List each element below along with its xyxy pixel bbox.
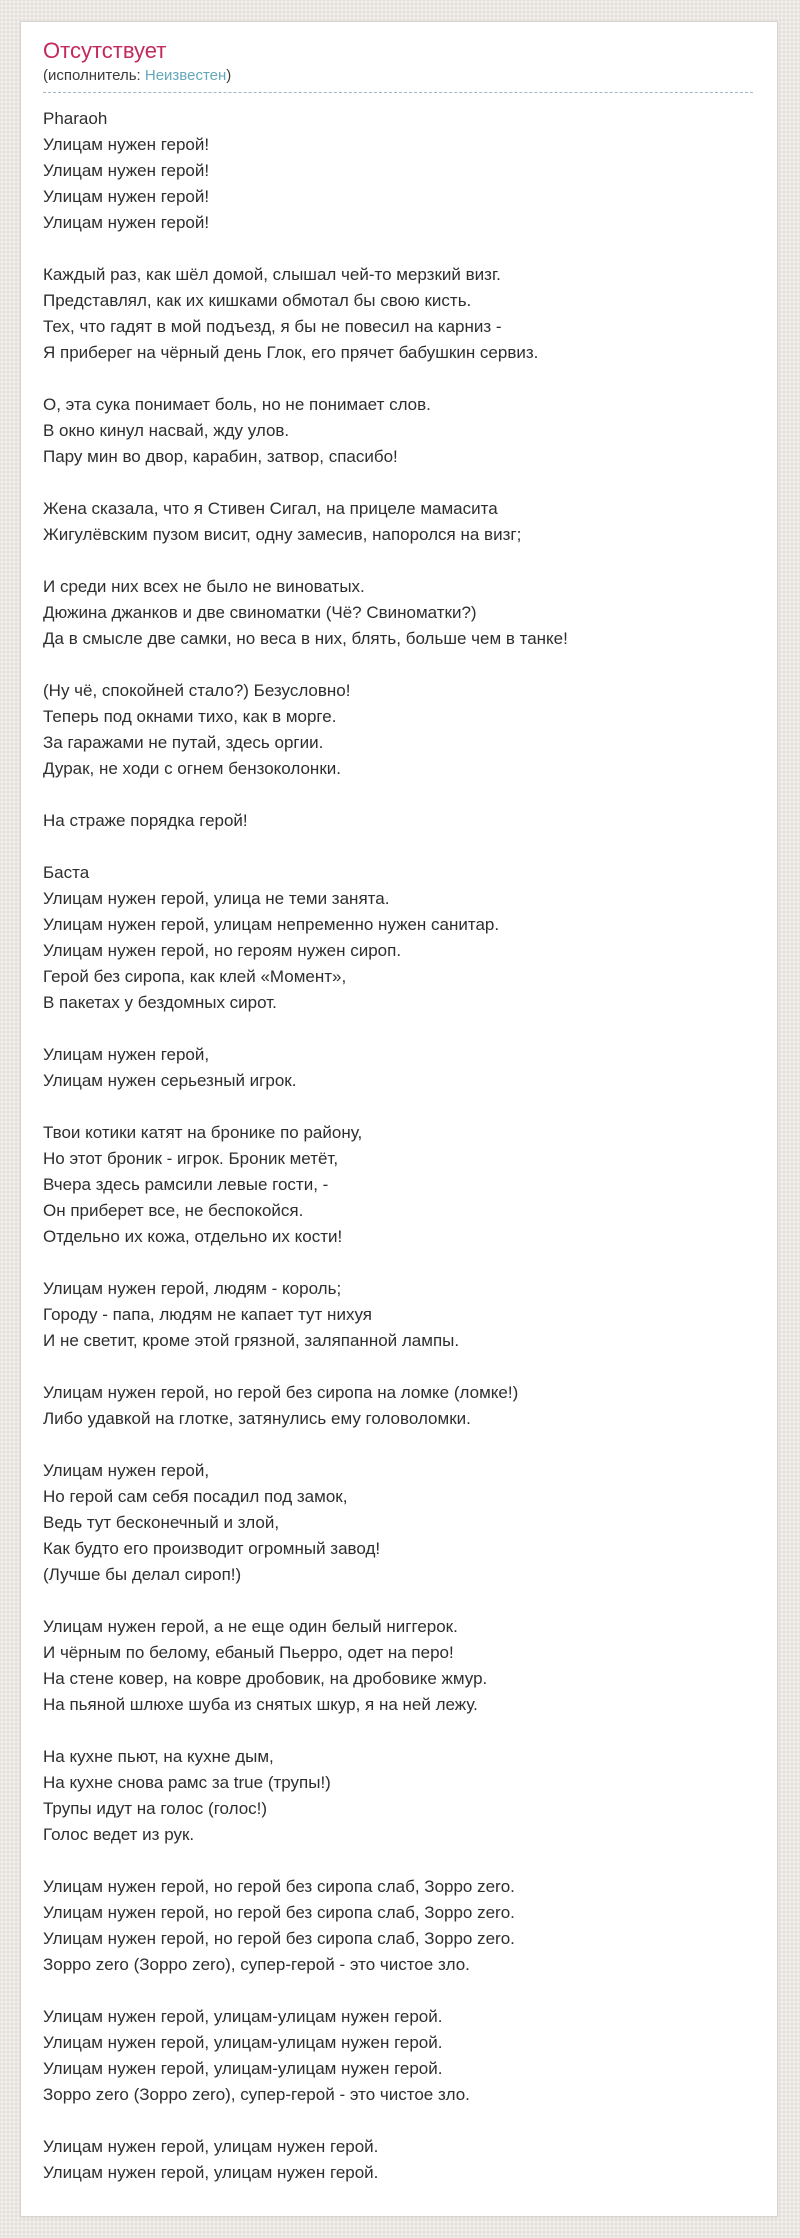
- song-title-link[interactable]: Отсутствует: [43, 38, 167, 63]
- lyrics-line: Улицам нужен герой, улица не теми занята.: [43, 889, 390, 908]
- lyrics-line: Зорро zero (Зорро zero), супер-герой - это чистое зло.: [43, 2085, 470, 2104]
- lyrics-line: На стене ковер, на ковре дробовик, на дробовике жмур.: [43, 1669, 488, 1688]
- lyrics-line: О, эта сука понимает боль, но не понимает слов.: [43, 395, 431, 414]
- lyrics-stanza: [43, 1042, 753, 1094]
- lyrics-line: Как будто его производит огромный завод!: [43, 1539, 381, 1558]
- lyrics-stanza: [43, 808, 753, 834]
- lyrics-stanza: [43, 2004, 753, 2108]
- lyrics-line: Герой без сиропа, как клей «Момент»,: [43, 967, 347, 986]
- lyrics-line: Дурак, не ходи с огнем бензоколонки.: [43, 759, 341, 778]
- lyrics-stanza: [43, 574, 753, 652]
- lyrics-line: На кухне пьют, на кухне дым,: [43, 1747, 274, 1766]
- lyrics-line: Тех, что гадят в мой подъезд, я бы не повесил на карниз -: [43, 317, 502, 336]
- lyrics-stanza: [43, 1744, 753, 1848]
- artist-suffix: ): [226, 67, 232, 84]
- lyrics-line: Но герой сам себя посадил под замок,: [43, 1487, 348, 1506]
- lyrics-line: Зорро zero (Зорро zero), супер-герой - это чистое зло.: [43, 1955, 470, 1974]
- song-header: [43, 37, 753, 93]
- lyrics-line: В окно кинул насвай, жду улов.: [43, 421, 290, 440]
- lyrics-line: И среди них всех не было не виноватых.: [43, 577, 365, 596]
- lyrics-line: Он приберет все, не беспокойся.: [43, 1201, 304, 1220]
- lyrics-line: Дюжина джанков и две свиноматки (Чё? Свиноматки?): [43, 603, 477, 622]
- lyrics-stanza: [43, 1276, 753, 1354]
- lyrics-line: Улицам нужен герой, но герой без сиропа слаб, Зорро zero.: [43, 1929, 515, 1948]
- lyrics-line: Улицам нужен герой,: [43, 1045, 210, 1064]
- lyrics-line: На страже порядка герой!: [43, 811, 248, 830]
- artist-link[interactable]: Неизвестен: [144, 67, 227, 84]
- lyrics-stanza: [43, 678, 753, 782]
- lyrics-stanza: [43, 1614, 753, 1718]
- lyrics-line: Вчера здесь рамсили левые гости, -: [43, 1175, 329, 1194]
- lyrics-line: Представлял, как их кишками обмотал бы свою кисть.: [43, 291, 472, 310]
- lyrics-stanza: [43, 1120, 753, 1250]
- lyrics-line: Улицам нужен герой, улицам-улицам нужен герой.: [43, 2059, 443, 2078]
- lyrics-line: Улицам нужен герой!: [43, 213, 210, 232]
- lyrics-line: (Ну чё, спокойней стало?) Безусловно!: [43, 681, 351, 700]
- lyrics-line: Улицам нужен герой!: [43, 161, 210, 180]
- lyrics-line: И не светит, кроме этой грязной, заляпанной лампы.: [43, 1331, 460, 1350]
- lyrics-line: Улицам нужен герой, но героям нужен сироп.: [43, 941, 402, 960]
- lyrics-stanza: [43, 262, 753, 366]
- lyrics-line: Улицам нужен герой, а не еще один белый ниггерок.: [43, 1617, 458, 1636]
- lyrics-line: Но этот броник - игрок. Броник метёт,: [43, 1149, 339, 1168]
- lyrics-line: Городу - папа, людям не капает тут нихуя: [43, 1305, 372, 1324]
- lyrics-card: [20, 21, 778, 2217]
- lyrics-line: Трупы идут на голос (голос!): [43, 1799, 268, 1818]
- lyrics-stanza: [43, 860, 753, 1016]
- lyrics-stanza: [43, 1458, 753, 1588]
- lyrics-line: (Лучше бы делал сироп!): [43, 1565, 242, 1584]
- lyrics-line: Pharaoh: [43, 109, 108, 128]
- lyrics-line: В пакетах у бездомных сирот.: [43, 993, 277, 1012]
- lyrics-line: Да в смысле две самки, но веса в них, блять, больше чем в танке!: [43, 629, 568, 648]
- lyrics-line: Улицам нужен герой, улицам-улицам нужен герой.: [43, 2033, 443, 2052]
- lyrics-line: Улицам нужен герой, улицам непременно нужен санитар.: [43, 915, 500, 934]
- lyrics-line: Улицам нужен серьезный игрок.: [43, 1071, 297, 1090]
- lyrics-line: На пьяной шлюхе шуба из снятых шкур, я на ней лежу.: [43, 1695, 478, 1714]
- lyrics: [43, 106, 753, 2186]
- lyrics-stanza: [43, 2134, 753, 2186]
- lyrics-line: Улицам нужен герой, улицам нужен герой.: [43, 2163, 379, 2182]
- lyrics-line: Баста: [43, 863, 90, 882]
- lyrics-line: Твои котики катят на бронике по району,: [43, 1123, 363, 1142]
- lyrics-line: Улицам нужен герой, но герой без сиропа слаб, Зорро zero.: [43, 1877, 515, 1896]
- lyrics-line: Либо удавкой на глотке, затянулись ему головоломки.: [43, 1409, 471, 1428]
- lyrics-stanza: [43, 106, 753, 236]
- lyrics-line: Улицам нужен герой, но герой без сиропа на ломке (ломке!): [43, 1383, 519, 1402]
- lyrics-line: Теперь под окнами тихо, как в морге.: [43, 707, 337, 726]
- lyrics-line: Улицам нужен герой!: [43, 135, 210, 154]
- lyrics-stanza: [43, 392, 753, 470]
- lyrics-line: На кухне снова рамс за true (трупы!): [43, 1773, 331, 1792]
- lyrics-line: Жигулёвским пузом висит, одну замесив, напоролся на визг;: [43, 525, 522, 544]
- lyrics-line: Каждый раз, как шёл домой, слышал чей-то мерзкий визг.: [43, 265, 501, 284]
- lyrics-line: Улицам нужен герой, улицам нужен герой.: [43, 2137, 379, 2156]
- lyrics-line: Жена сказала, что я Стивен Сигал, на прицеле мамасита: [43, 499, 498, 518]
- lyrics-line: Отдельно их кожа, отдельно их кости!: [43, 1227, 343, 1246]
- lyrics-line: Я приберег на чёрный день Глок, его прячет бабушкин сервиз.: [43, 343, 539, 362]
- lyrics-line: Улицам нужен герой, но герой без сиропа слаб, Зорро zero.: [43, 1903, 515, 1922]
- lyrics-line: Улицам нужен герой, улицам-улицам нужен герой.: [43, 2007, 443, 2026]
- lyrics-stanza: [43, 496, 753, 548]
- lyrics-line: Улицам нужен герой,: [43, 1461, 210, 1480]
- lyrics-stanza: [43, 1380, 753, 1432]
- lyrics-line: И чёрным по белому, ебаный Пьерро, одет на перо!: [43, 1643, 454, 1662]
- artist-line: [43, 66, 753, 85]
- lyrics-line: Пару мин во двор, карабин, затвор, спасибо!: [43, 447, 398, 466]
- lyrics-line: Улицам нужен герой, людям - король;: [43, 1279, 342, 1298]
- lyrics-line: Ведь тут бесконечный и злой,: [43, 1513, 280, 1532]
- lyrics-stanza: [43, 1874, 753, 1978]
- lyrics-line: За гаражами не путай, здесь оргии.: [43, 733, 324, 752]
- lyrics-line: Голос ведет из рук.: [43, 1825, 195, 1844]
- lyrics-line: Улицам нужен герой!: [43, 187, 210, 206]
- artist-prefix: (исполнитель:: [43, 67, 145, 84]
